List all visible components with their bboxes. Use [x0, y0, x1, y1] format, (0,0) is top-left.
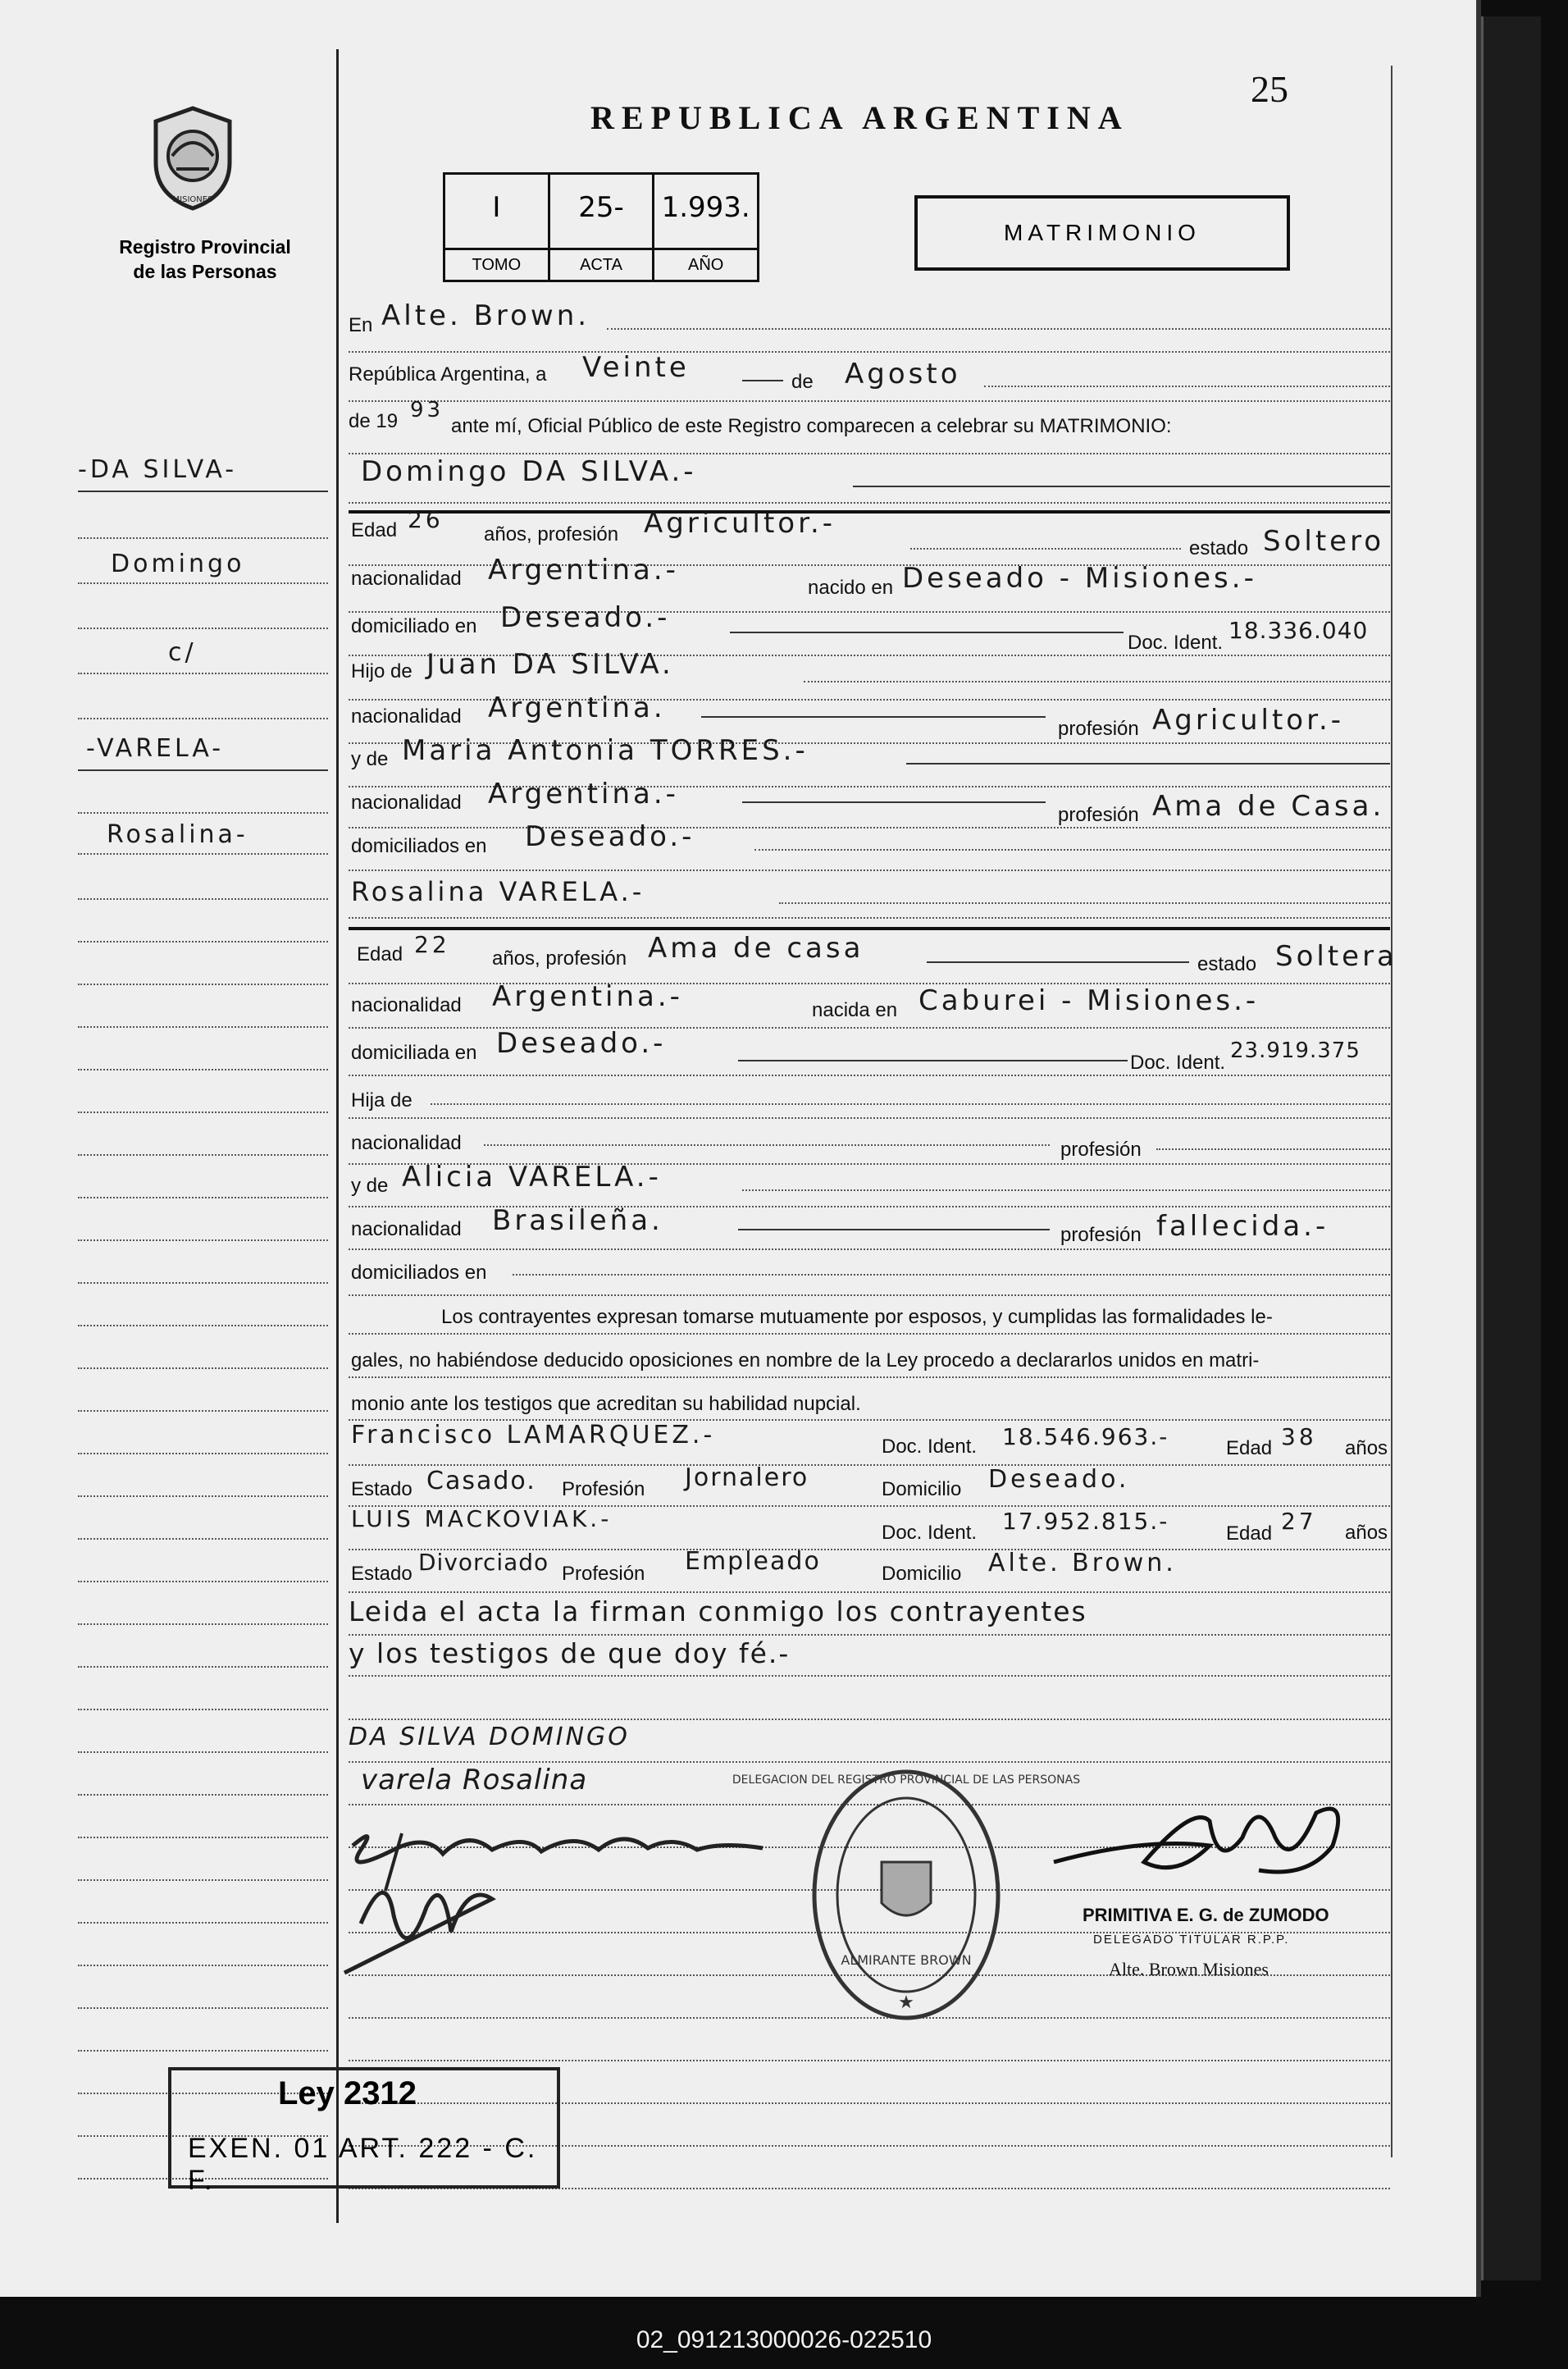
wife-mother-profesion-label: profesión — [1060, 1224, 1142, 1246]
witness-2-domicilio-label: Domicilio — [882, 1563, 962, 1585]
closing-line-1: Leida el acta la firman conmigo los contrayentes — [349, 1595, 1087, 1627]
husband-father-nationality: Argentina. — [488, 692, 666, 724]
registry-round-stamp — [732, 1764, 1081, 2026]
witness-1-anos-label: años — [1345, 1437, 1388, 1459]
witness-signatures-scrawl — [328, 1817, 787, 1981]
anio-value: 1.993. — [661, 191, 750, 224]
witness-1-age: 38 — [1281, 1423, 1317, 1450]
margin-wife-name: Rosalina- — [107, 820, 248, 849]
ruled-line — [78, 1069, 328, 1070]
witness-1-domicile: Deseado. — [988, 1465, 1130, 1494]
acta-label: ACTA — [550, 248, 653, 280]
book-binding — [1481, 16, 1541, 2280]
margin-husband-surname: -DA SILVA- — [78, 455, 238, 484]
wife-nacida-label: nacida en — [812, 999, 898, 1021]
law-stamp-line-2: EXEN. 01 ART. 222 - C. F. — [188, 2133, 538, 2196]
wife-mother-profession: fallecida.- — [1156, 1210, 1329, 1243]
ruled-line — [78, 1282, 328, 1284]
page-number: 25 — [1251, 68, 1288, 110]
month-value: Agosto — [845, 358, 961, 390]
ruled-line — [78, 2007, 328, 2009]
ruled-line — [78, 1197, 328, 1198]
husband-doc-label: Doc. Ident. — [1128, 632, 1224, 654]
closing-line-2: y los testigos de que doy fé.- — [349, 1637, 791, 1669]
acta-value: 25- — [578, 191, 624, 224]
husband-father: Juan DA SILVA. — [426, 648, 674, 681]
ruled-line — [78, 1154, 328, 1156]
witness-2-edad-label: Edad — [1226, 1522, 1273, 1545]
de-label: de — [791, 371, 814, 393]
husband-mother: Maria Antonia TORRES.- — [402, 734, 809, 767]
ruled-line — [78, 1495, 328, 1497]
year-suffix: 93 — [410, 398, 444, 422]
husband-birthplace: Deseado - Misiones.- — [902, 562, 1257, 595]
anio-label: AÑO — [654, 248, 757, 280]
wife-yde-label: y de — [351, 1175, 389, 1197]
ruled-line — [78, 1325, 328, 1326]
husband-mother-nationality: Argentina.- — [488, 778, 679, 810]
ruled-line — [78, 1410, 328, 1412]
wife-father-nacionalidad-label: nacionalidad — [351, 1132, 462, 1154]
ruled-line — [78, 1666, 328, 1668]
wife-civil-state: Soltera — [1275, 940, 1397, 973]
witness-2-doc: 17.952.815.- — [1002, 1508, 1169, 1535]
husband-father-profession: Agricultor.- — [1152, 704, 1345, 737]
witness-1-profession: Jornalero — [685, 1463, 809, 1492]
ruled-line — [78, 1026, 328, 1028]
ruled-line — [78, 1239, 328, 1241]
ruled-line — [78, 1623, 328, 1625]
husband-nacionalidad-label: nacionalidad — [351, 568, 462, 590]
husband-age: 26 — [408, 506, 444, 533]
right-rule — [1391, 66, 1393, 2157]
tomo-value: I — [492, 191, 501, 224]
wife-age: 22 — [414, 931, 450, 958]
husband-mother-nacionalidad-label: nacionalidad — [351, 792, 462, 814]
document-id: 02_091213000026-022510 — [636, 2326, 932, 2353]
witness-2-age: 27 — [1281, 1508, 1317, 1535]
ruled-line — [78, 1581, 328, 1582]
registry-name: Registro Provincial de las Personas — [119, 236, 291, 282]
ruled-line — [78, 1111, 328, 1113]
husband-mother-profession: Ama de Casa. — [1152, 790, 1385, 823]
declaration-line-1: Los contrayentes expresan tomarse mutuamente por esposos, y cumplidas las formalidades le- — [441, 1306, 1273, 1328]
ruled-line — [78, 941, 328, 943]
ante-text: ante mí, Oficial Público de este Registro comparecen a celebrar su MATRIMONIO: — [451, 415, 1172, 437]
official-place: Alte. Brown Misiones — [1109, 1959, 1269, 1979]
wife-nacionalidad-label: nacionalidad — [351, 994, 462, 1016]
wife-mother: Alicia VARELA.- — [402, 1161, 662, 1194]
witness-1-name: Francisco LAMARQUEZ.- — [351, 1421, 716, 1449]
ruled-line — [349, 1719, 1390, 1720]
ruled-line — [349, 1761, 1390, 1763]
ruled-line — [78, 1837, 328, 1838]
husband-full-name: Domingo DA SILVA.- — [361, 455, 697, 488]
ruled-line — [78, 1367, 328, 1369]
husband-doc: 18.336.040 — [1228, 617, 1369, 644]
place-value: Alte. Brown. — [381, 299, 590, 332]
wife-profession: Ama de casa — [648, 932, 864, 965]
husband-profession: Agricultor.- — [644, 507, 836, 540]
ruled-line — [78, 1538, 328, 1540]
seal-caption: MISIONES — [172, 195, 213, 204]
star-icon: ★ — [898, 1992, 914, 2012]
witness-2-doc-label: Doc. Ident. — [882, 1522, 978, 1544]
ruled-line — [78, 2050, 328, 2052]
wife-profesion-label: años, profesión — [492, 947, 627, 970]
margin-connector: c/ — [168, 638, 197, 667]
ruled-line — [78, 1709, 328, 1710]
ruled-line — [78, 1879, 328, 1881]
witness-2-civil-state: Divorciado — [418, 1549, 549, 1576]
wife-father-profesion-label: profesión — [1060, 1139, 1142, 1161]
document-title: REPUBLICA ARGENTINA — [590, 99, 1129, 136]
day-value: Veinte — [582, 351, 690, 384]
witness-2-profesion-label: Profesión — [562, 1563, 645, 1585]
wife-doc-label: Doc. Ident. — [1130, 1052, 1226, 1074]
husband-domiciliados-label: domiciliados en — [351, 835, 487, 857]
witness-2-domicile: Alte. Brown. — [988, 1549, 1177, 1577]
husband-father-profesion-label: profesión — [1058, 718, 1139, 740]
witness-1-domicilio-label: Domicilio — [882, 1478, 962, 1500]
ruled-line — [78, 984, 328, 985]
husband-signature: DA SILVA DOMINGO — [349, 1723, 630, 1751]
witness-2-anos-label: años — [1345, 1522, 1388, 1544]
witness-1-profesion-label: Profesión — [562, 1478, 645, 1500]
round-stamp-ring-text: DELEGACION DEL REGISTRO PROVINCIAL DE LAS PERSONAS — [732, 1773, 1081, 1787]
official-name: PRIMITIVA E. G. de ZUMODO — [1083, 1905, 1329, 1925]
husband-profesion-label: años, profesión — [484, 523, 619, 545]
witness-2-estado-label: Estado — [351, 1563, 413, 1585]
husband-civil-state: Soltero — [1263, 525, 1385, 558]
wife-mother-nationality: Brasileña. — [492, 1204, 663, 1237]
official-signature — [1046, 1788, 1374, 1919]
witness-2-profession: Empleado — [685, 1547, 821, 1576]
ruled-line — [78, 1751, 328, 1753]
law-stamp-line-1: Ley 2312 — [278, 2075, 417, 2111]
law-exemption-stamp — [168, 2067, 560, 2196]
witness-1-doc: 18.546.963.- — [1002, 1423, 1169, 1450]
en-label: En — [349, 314, 373, 336]
husband-edad-label: Edad — [351, 519, 398, 541]
husband-mother-profesion-label: profesión — [1058, 804, 1139, 826]
wife-hija-label: Hija de — [351, 1089, 413, 1111]
wife-nationality: Argentina.- — [492, 980, 683, 1013]
husband-parents-domicile: Deseado.- — [525, 820, 695, 853]
republic-label: República Argentina, a — [349, 363, 547, 386]
wife-domicile: Deseado.- — [496, 1027, 667, 1060]
witness-1-edad-label: Edad — [1226, 1437, 1273, 1459]
year-label: de 19 — [349, 410, 399, 432]
witness-2-name: LUIS MACKOVIAK.- — [351, 1505, 613, 1532]
witness-1-estado-label: Estado — [351, 1478, 413, 1500]
husband-hijo-label: Hijo de — [351, 660, 413, 682]
husband-yde-label: y de — [351, 748, 389, 770]
ruled-line — [78, 1965, 328, 1966]
declaration-line-2: gales, no habiéndose deducido oposiciones en nombre de la Ley procedo a declararlos unidos en matri- — [351, 1349, 1260, 1372]
ruled-line — [78, 1453, 328, 1454]
ruled-line — [78, 1794, 328, 1796]
wife-domiciliados-label: domiciliados en — [351, 1262, 487, 1284]
husband-nacido-label: nacido en — [808, 577, 894, 599]
margin-wife-surname: -VARELA- — [86, 734, 225, 763]
wife-doc: 23.919.375 — [1230, 1038, 1361, 1063]
margin-husband-name: Domingo — [111, 550, 245, 578]
husband-estado-label: estado — [1189, 537, 1249, 559]
wife-mother-nacionalidad-label: nacionalidad — [351, 1218, 462, 1240]
witness-1-civil-state: Casado. — [426, 1467, 536, 1495]
ruled-line — [78, 1922, 328, 1924]
round-stamp-inner-text: ALMIRANTE BROWN — [841, 1952, 972, 1968]
wife-signature: varela Rosalina — [361, 1764, 588, 1796]
wife-birthplace: Caburei - Misiones.- — [918, 984, 1260, 1017]
husband-domicile: Deseado.- — [500, 601, 671, 634]
declaration-line-3: monio ante los testigos que acreditan su habilidad nupcial. — [351, 1393, 861, 1415]
wife-full-name: Rosalina VARELA.- — [351, 876, 645, 907]
ruled-line — [349, 2060, 1390, 2061]
witness-1-doc-label: Doc. Ident. — [882, 1436, 978, 1458]
wife-domiciliada-label: domiciliada en — [351, 1042, 477, 1064]
ruled-line — [78, 898, 328, 900]
tomo-acta-anio-box — [443, 172, 759, 282]
husband-father-nacionalidad-label: nacionalidad — [351, 705, 462, 728]
official-title: DELEGADO TITULAR R.P.P. — [1093, 1933, 1290, 1947]
wife-edad-label: Edad — [357, 943, 403, 965]
tomo-label: TOMO — [445, 248, 548, 280]
wife-estado-label: estado — [1197, 953, 1257, 975]
husband-domiciliado-label: domiciliado en — [351, 615, 477, 637]
record-type-box: MATRIMONIO — [914, 195, 1290, 271]
provincial-seal-icon — [148, 105, 238, 212]
husband-nationality: Argentina.- — [488, 554, 679, 587]
